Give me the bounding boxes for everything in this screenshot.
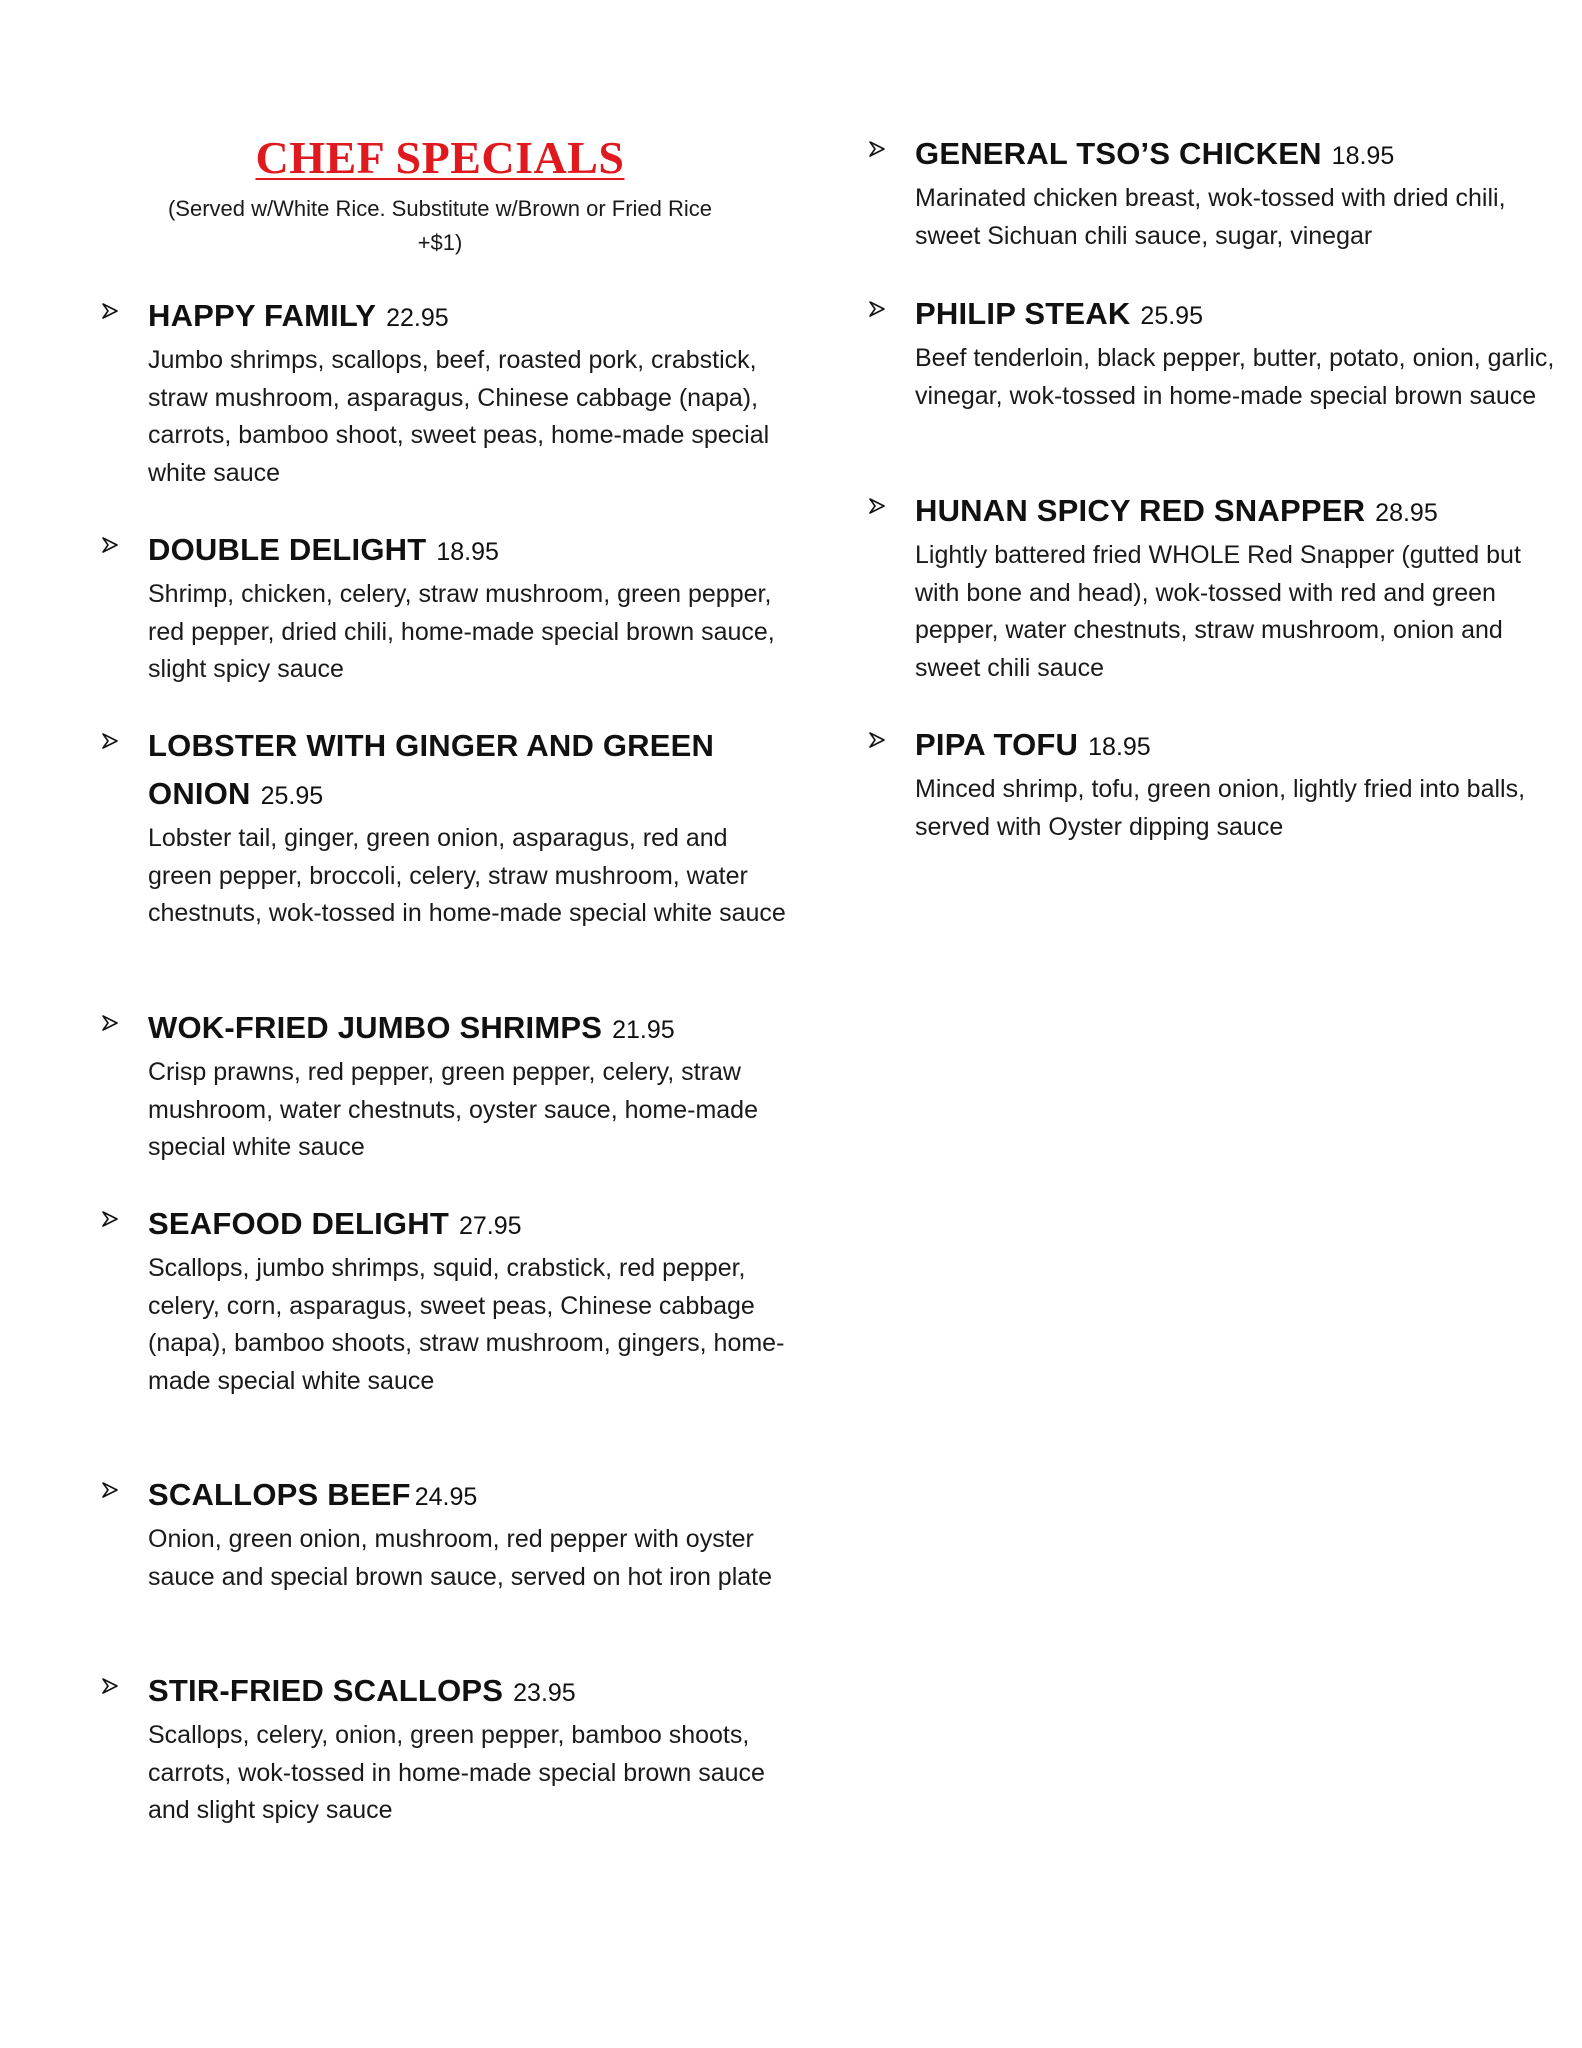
item-price: 18.95	[1331, 142, 1395, 170]
item-name: HUNAN SPICY RED SNAPPER	[915, 493, 1366, 528]
menu-item-pipa-tofu	[867, 721, 1565, 846]
menu-item-philip-steak	[867, 290, 1565, 415]
item-name: LOBSTER WITH GINGER AND GREEN ONION	[148, 728, 715, 811]
item-description: Marinated chicken breast, wok-tossed with dried chili, sweet Sichuan chili sauce, sugar, vinegar	[915, 184, 1506, 250]
item-description: Scallops, jumbo shrimps, squid, crabstick, red pepper, celery, corn, asparagus, sweet peas, Chinese cabbage (napa), bamboo shoots, straw mushroom, gingers, home-made special white sauce	[148, 1254, 785, 1395]
item-price: 25.95	[1140, 302, 1203, 330]
arrowhead-bullet-icon	[867, 496, 887, 516]
item-price: 23.95	[513, 1679, 576, 1707]
item-description: Lobster tail, ginger, green onion, asparagus, red and green pepper, broccoli, celery, straw mushroom, water chestnuts, wok-tossed in home-made special white sauce	[148, 824, 786, 927]
arrowhead-bullet-icon	[867, 139, 887, 159]
item-description: Lightly battered fried WHOLE Red Snapper (gutted but with bone and head), wok-tossed with red and green pepper, water chestnuts, straw mushroom, onion and sweet chili sauce	[915, 541, 1521, 682]
menu-item-double-delight	[100, 526, 788, 689]
item-description: Scallops, celery, onion, green pepper, bamboo shoots, carrots, wok-tossed in home-made special brown sauce and slight spicy sauce	[148, 1721, 765, 1824]
item-name: WOK-FRIED JUMBO SHRIMPS	[148, 1010, 603, 1045]
item-price: 28.95	[1375, 499, 1438, 527]
item-price: 18.95	[436, 538, 499, 566]
item-name: DOUBLE DELIGHT	[148, 532, 427, 567]
menu-item-wok-fried-jumbo-shrimps	[100, 1004, 788, 1167]
arrowhead-bullet-icon	[100, 1480, 120, 1500]
item-price: 21.95	[612, 1016, 675, 1044]
arrowhead-bullet-icon	[867, 730, 887, 750]
arrowhead-bullet-icon	[867, 299, 887, 319]
menu-header	[160, 130, 720, 260]
item-name: HAPPY FAMILY	[148, 298, 377, 333]
page-subtitle: (Served w/White Rice. Substitute w/Brown or Fried Rice +$1)	[167, 196, 713, 255]
item-description: Minced shrimp, tofu, green onion, lightly fried into balls, served with Oyster dipping sauce	[915, 775, 1526, 841]
menu-item-happy-family	[100, 292, 788, 492]
item-price: 22.95	[386, 304, 449, 332]
arrowhead-bullet-icon	[100, 535, 120, 555]
menu-item-hunan-spicy-red-snapper	[867, 487, 1565, 687]
arrowhead-bullet-icon	[100, 1676, 120, 1696]
item-description: Jumbo shrimps, scallops, beef, roasted pork, crabstick, straw mushroom, asparagus, Chinese cabbage (napa), carrots, bamboo shoot, sweet peas, home-made special white sauce	[148, 346, 770, 487]
item-name: STIR-FRIED SCALLOPS	[148, 1673, 504, 1708]
item-price: 27.95	[458, 1212, 522, 1240]
menu-item-stir-fried-scallops	[100, 1667, 788, 1830]
menu-item-seafood-delight	[100, 1200, 788, 1400]
item-description: Shrimp, chicken, celery, straw mushroom, green pepper, red pepper, dried chili, home-made special brown sauce, slight spicy sauce	[148, 580, 775, 683]
item-price: 18.95	[1088, 733, 1151, 761]
item-name: GENERAL TSO’S CHICKEN	[915, 136, 1322, 171]
arrowhead-bullet-icon	[100, 1209, 120, 1229]
page-title: CHEF SPECIALS	[255, 132, 625, 183]
item-price: 24.95	[414, 1483, 478, 1511]
arrowhead-bullet-icon	[100, 731, 120, 751]
item-description: Onion, green onion, mushroom, red pepper with oyster sauce and special brown sauce, served on hot iron plate	[148, 1525, 772, 1591]
arrowhead-bullet-icon	[100, 1013, 120, 1033]
item-description: Crisp prawns, red pepper, green pepper, celery, straw mushroom, water chestnuts, oyster sauce, home-made special white sauce	[148, 1058, 758, 1161]
menu-item-scallops-beef	[100, 1471, 788, 1596]
arrowhead-bullet-icon	[100, 301, 120, 321]
item-name: SCALLOPS BEEF	[148, 1477, 411, 1512]
item-description: Beef tenderloin, black pepper, butter, potato, onion, garlic, vinegar, wok-tossed in home-made special brown sauce	[915, 344, 1555, 410]
item-name: PHILIP STEAK	[915, 296, 1131, 331]
menu-item-lobster-ginger-green-onion	[100, 722, 788, 933]
item-price: 25.95	[260, 782, 324, 810]
item-name: PIPA TOFU	[915, 727, 1079, 762]
item-name: SEAFOOD DELIGHT	[148, 1206, 449, 1241]
menu-item-general-tsos-chicken	[867, 130, 1565, 255]
